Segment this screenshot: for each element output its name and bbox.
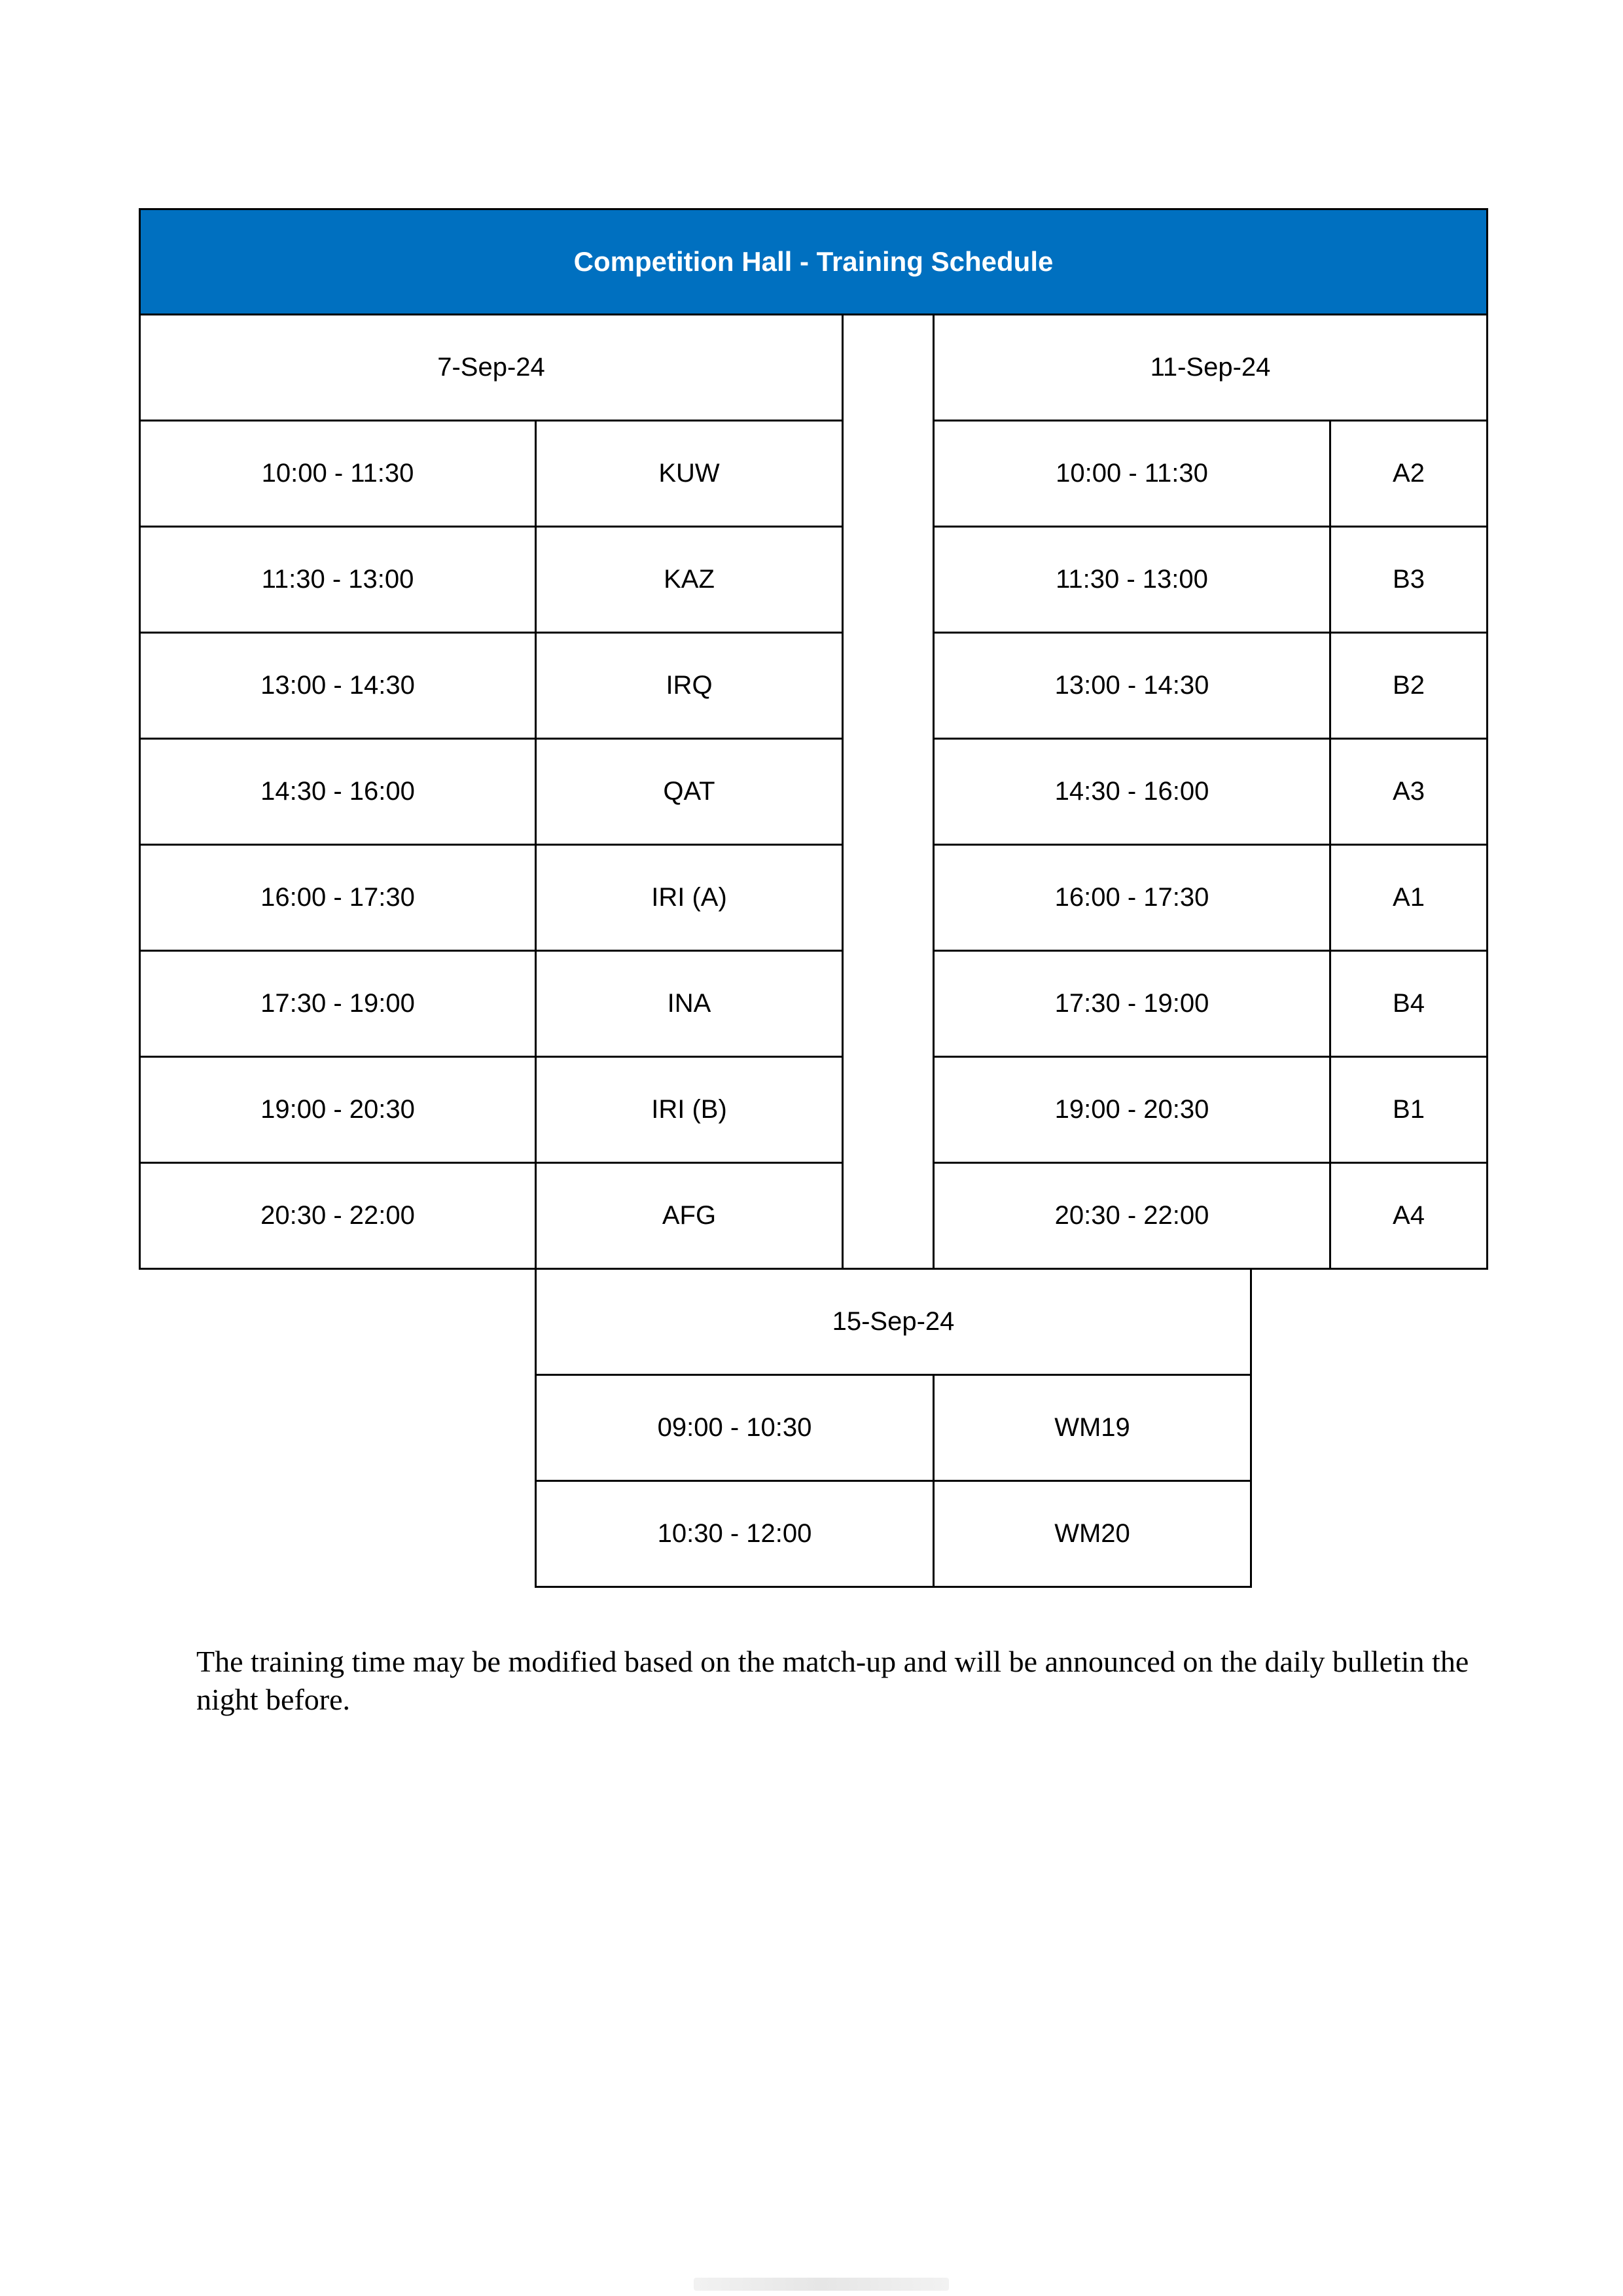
- time-cell: 19:00 - 20:30: [933, 1056, 1331, 1164]
- team-cell: B4: [1329, 950, 1488, 1058]
- team-cell: KAZ: [535, 526, 844, 634]
- time-cell: 09:00 - 10:30: [535, 1374, 935, 1482]
- date-header-15sep: 15-Sep-24: [535, 1268, 1252, 1376]
- time-cell: 10:00 - 11:30: [933, 420, 1331, 528]
- date-header-11sep: 11-Sep-24: [933, 314, 1488, 422]
- time-cell: 16:00 - 17:30: [139, 844, 537, 952]
- time-cell: 20:30 - 22:00: [139, 1162, 537, 1270]
- team-cell: A3: [1329, 738, 1488, 846]
- team-cell: B3: [1329, 526, 1488, 634]
- team-cell: AFG: [535, 1162, 844, 1270]
- time-cell: 19:00 - 20:30: [139, 1056, 537, 1164]
- team-cell: WM20: [933, 1480, 1252, 1588]
- time-cell: 13:00 - 14:30: [933, 632, 1331, 740]
- team-cell: A1: [1329, 844, 1488, 952]
- footer-mark: [694, 2278, 949, 2291]
- team-cell: B2: [1329, 632, 1488, 740]
- team-cell: QAT: [535, 738, 844, 846]
- team-cell: A4: [1329, 1162, 1488, 1270]
- time-cell: 10:00 - 11:30: [139, 420, 537, 528]
- schedule-title: Competition Hall - Training Schedule: [139, 208, 1488, 315]
- team-cell: A2: [1329, 420, 1488, 528]
- time-cell: 16:00 - 17:30: [933, 844, 1331, 952]
- team-cell: IRI (A): [535, 844, 844, 952]
- team-cell: INA: [535, 950, 844, 1058]
- time-cell: 17:30 - 19:00: [139, 950, 537, 1058]
- team-cell: IRI (B): [535, 1056, 844, 1164]
- time-cell: 14:30 - 16:00: [933, 738, 1331, 846]
- date-header-7sep: 7-Sep-24: [139, 314, 844, 422]
- time-cell: 10:30 - 12:00: [535, 1480, 935, 1588]
- team-cell: IRQ: [535, 632, 844, 740]
- time-cell: 14:30 - 16:00: [139, 738, 537, 846]
- schedule-note: The training time may be modified based on the match-up and will be announced on the daily bulletin the night before.: [196, 1645, 1469, 1716]
- team-cell: B1: [1329, 1056, 1488, 1164]
- time-cell: 20:30 - 22:00: [933, 1162, 1331, 1270]
- team-cell: WM19: [933, 1374, 1252, 1482]
- time-cell: 13:00 - 14:30: [139, 632, 537, 740]
- team-cell: KUW: [535, 420, 844, 528]
- spacer-column: [842, 314, 935, 1270]
- time-cell: 17:30 - 19:00: [933, 950, 1331, 1058]
- time-cell: 11:30 - 13:00: [139, 526, 537, 634]
- time-cell: 11:30 - 13:00: [933, 526, 1331, 634]
